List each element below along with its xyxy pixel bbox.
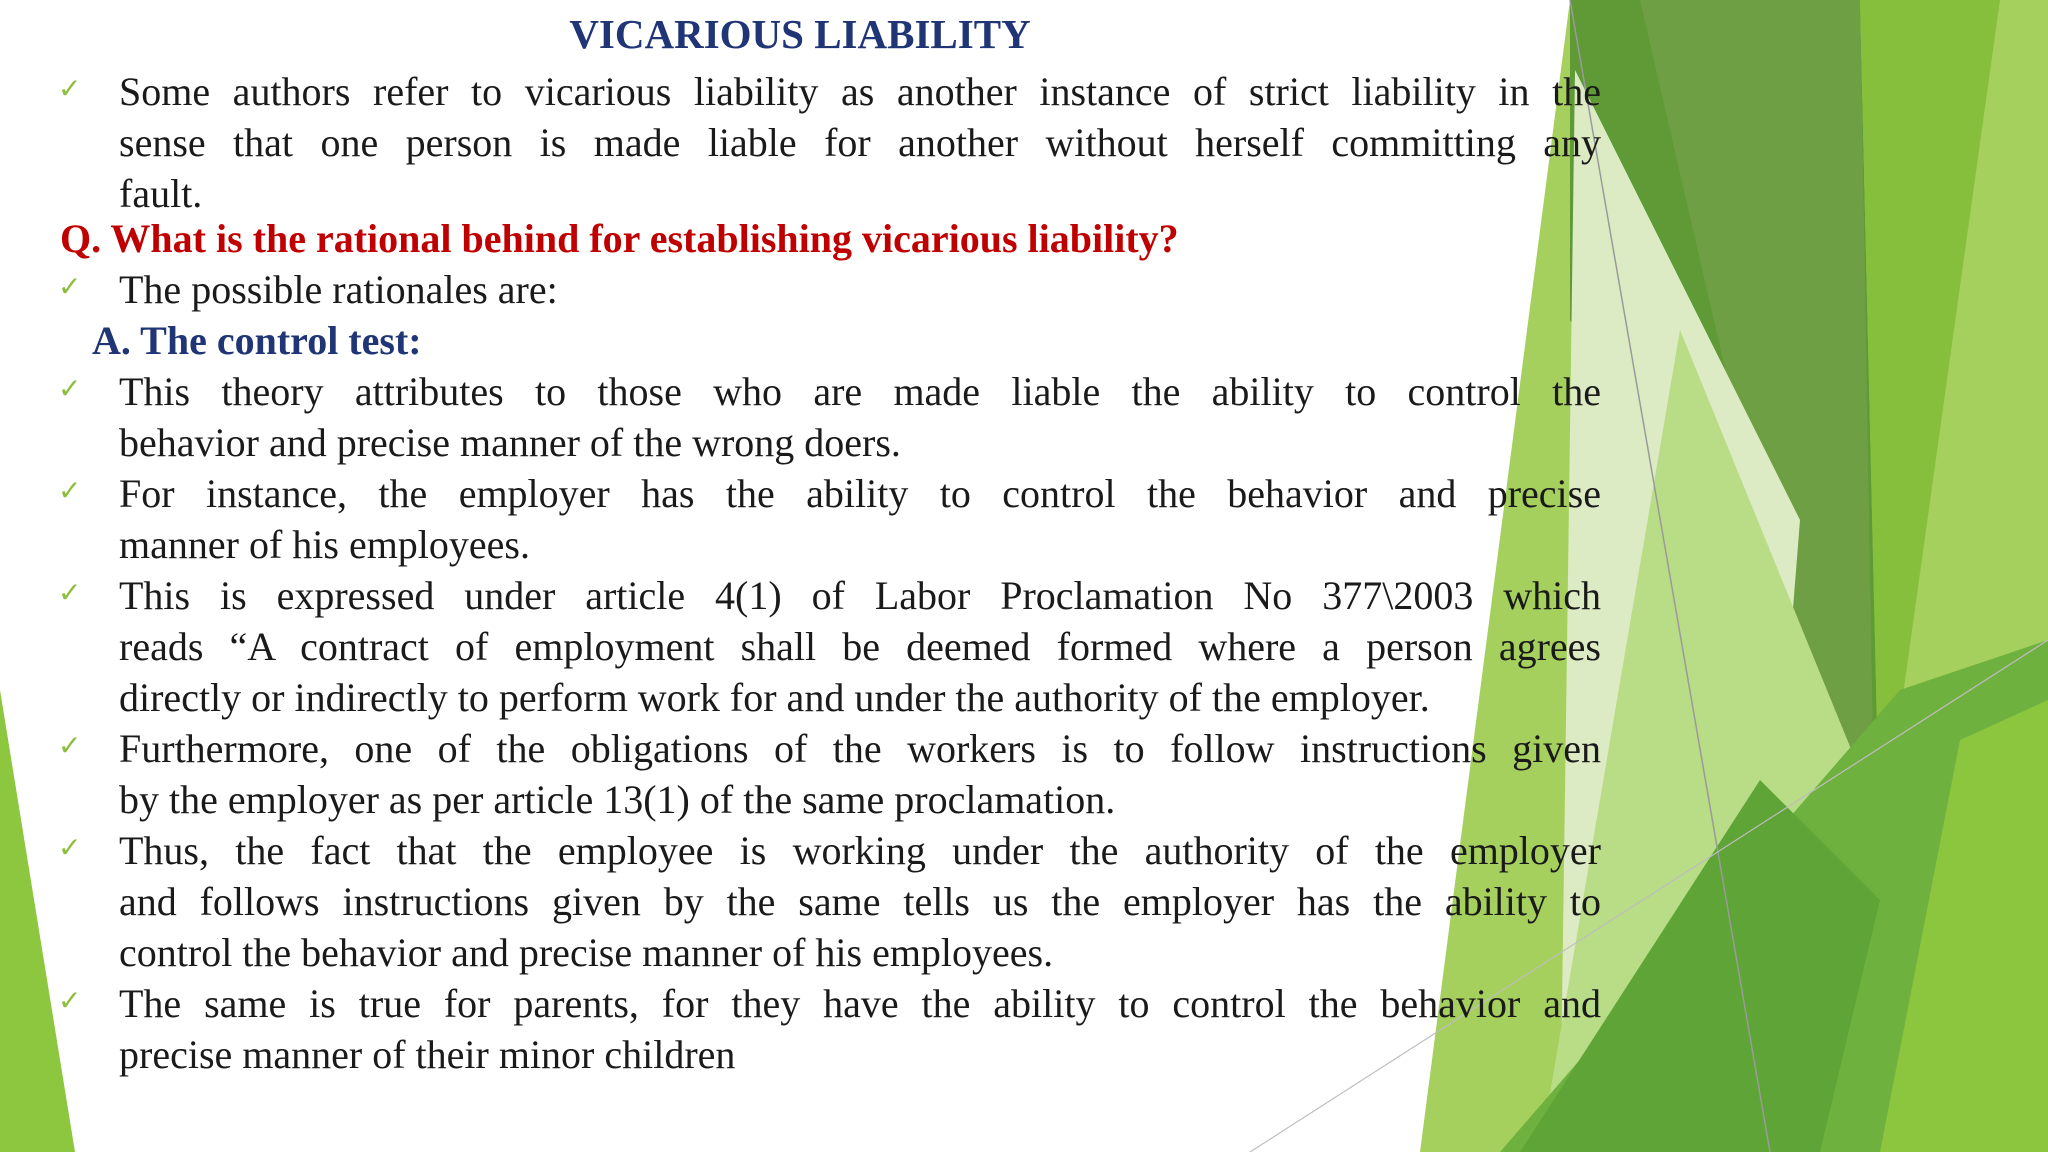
checkmark-icon: ✓	[58, 984, 82, 1017]
checkmark-icon: ✓	[58, 372, 82, 405]
bullet-text: Thus, the fact that the employee is working under the authority of the employer and follows instructions given by the same tells us the employer has the ability to control the behavior and precise manner of his employees.	[119, 828, 1601, 975]
bullet-text: The possible rationales are:	[119, 267, 558, 312]
checkmark-icon: ✓	[58, 576, 82, 609]
bullet-text: For instance, the employer has the ability to control the behavior and precise manner of his employees.	[119, 471, 1601, 567]
checkmark-icon: ✓	[58, 270, 82, 303]
checkmark-icon: ✓	[58, 474, 82, 507]
bullet-text: This is expressed under article 4(1) of Labor Proclamation No 377\2003 which reads “A contract of employment shall be deemed formed where a person agrees directly or indirectly to perform work for and under the authority of the employer.	[119, 573, 1601, 720]
slide-title: VICARIOUS LIABILITY	[569, 11, 1031, 57]
bullet-text: The same is true for parents, for they have the ability to control the behavior and precise manner of their minor children	[119, 981, 1601, 1077]
bullet-text: Furthermore, one of the obligations of the workers is to follow instructions given by the employer as per article 13(1) of the same proclamation.	[119, 726, 1601, 822]
checkmark-icon: ✓	[58, 831, 82, 864]
checkmark-icon: ✓	[58, 729, 82, 762]
question-heading: Q. What is the rational behind for establishing vicarious liability?	[60, 216, 1179, 261]
bullet-text: This theory attributes to those who are made liable the ability to control the behavior and precise manner of the wrong doers.	[119, 369, 1601, 465]
bullet-text: Some authors refer to vicarious liability as another instance of strict liability in the sense that one person is made liable for another without herself committing any fault.	[119, 69, 1601, 216]
subheading-control-test: A. The control test:	[92, 318, 422, 363]
checkmark-icon: ✓	[58, 72, 82, 105]
